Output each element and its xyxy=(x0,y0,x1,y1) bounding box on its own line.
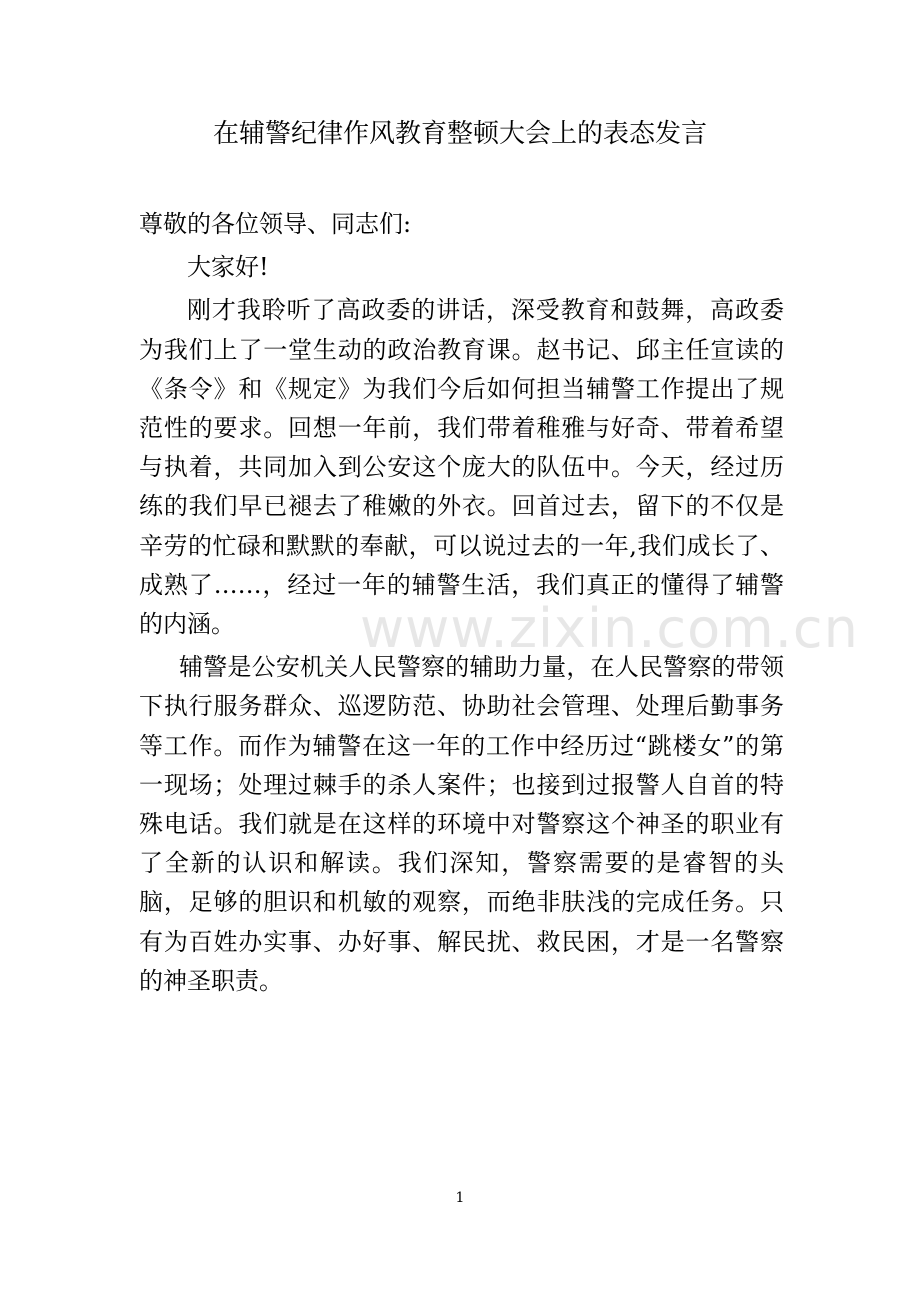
greeting: 大家好! xyxy=(187,253,269,282)
paragraph-2: 辅警是公安机关人民警察的辅助力量，在人民警察的带领下执行服务群众、巡逻防范、协助社会管理、处理后勤事务等工作。而作为辅警在这一年的工作中经历过“跳楼女”的第一现场；处理过棘手的杀人案件；也接到过报警人自首的特殊电话。我们就是在这样的环境中对警察这个神圣的职业有了全新的认识和解读。我们深知，警察需要的是睿智的头脑，足够的胆识和机敏的观察，而绝非肤浅的完成任务。只有为百姓办实事、办好事、解民扰、救民困，才是一名警察的神圣职责。 xyxy=(139,653,784,995)
paragraph-1: 刚才我聆听了高政委的讲话，深受教育和鼓舞，高政委为我们上了一堂生动的政治教育课。赵书记、邱主任宣读的《条令》和《规定》为我们今后如何担当辅警工作提出了规范性的要求。回想一年前，我们带着稚雅与好奇、带着希望与执着，共同加入到公安这个庞大的队伍中。今天，经过历练的我们早已褪去了稚嫩的外衣。回首过去，留下的不仅是辛劳的忙碌和默默的奉献，可以说过去的一年,我们成长了、成熟了……，经过一年的辅警生活，我们真正的懂得了辅警的内涵。 xyxy=(139,296,784,639)
salutation: 尊敬的各位领导、同志们: xyxy=(139,210,412,238)
document-body xyxy=(139,205,784,1001)
document-title: 在辅警纪律作风教育整顿大会上的表态发言 xyxy=(212,119,707,149)
page-number: 1 xyxy=(455,1190,465,1206)
watermark: www.zixin.com.cn xyxy=(360,597,859,660)
